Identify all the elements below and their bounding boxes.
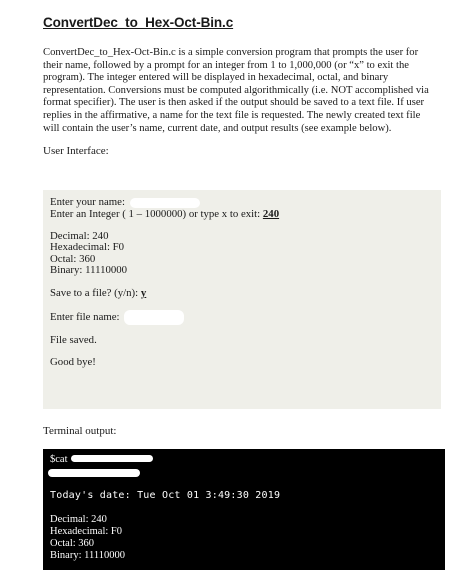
user-interface-label: User Interface: xyxy=(43,145,109,158)
goodbye-message: Good bye! xyxy=(50,356,96,369)
name-prompt: Enter your name: xyxy=(50,196,125,208)
todays-date-line: Today's date: Tue Oct 01 3:49:30 2019 xyxy=(50,490,281,501)
redacted-filename xyxy=(124,310,184,325)
binary-output: Binary: 11110000 xyxy=(50,264,128,277)
file-saved-message: File saved. xyxy=(50,334,97,347)
user-interface-example xyxy=(43,190,441,409)
redacted-terminal-line xyxy=(48,469,445,481)
file-prompt: Enter file name: xyxy=(50,310,120,323)
file-prompt-line xyxy=(50,310,441,325)
terminal-hex: Hexadecimal: F0 xyxy=(50,526,123,537)
terminal-binary: Binary: 11110000 xyxy=(50,550,125,561)
terminal-output xyxy=(43,449,445,570)
cat-command: $cat xyxy=(50,454,68,465)
save-prompt-line xyxy=(50,288,441,300)
document-title: ConvertDec_to_Hex-Oct-Bin.c xyxy=(43,15,234,30)
hex-output: Hexadecimal: F0 xyxy=(50,241,125,254)
cat-command-line xyxy=(50,454,445,466)
terminal-output-label: Terminal output: xyxy=(43,425,117,437)
octal-output: Octal: 360 xyxy=(50,252,96,265)
integer-prompt-line xyxy=(50,209,441,221)
integer-prompt: Enter an Integer ( 1 – 1000000) or type x to exit: xyxy=(50,207,261,220)
decimal-output: Decimal: 240 xyxy=(50,229,109,242)
redacted-cat-filename xyxy=(71,455,153,462)
description-paragraph: ConvertDec_to_Hex-Oct-Bin.c is a simple conversion program that prompts the user for their name, followed by a prompt for an integer from 1 to 1,000,000 (or “x” to exit the program). The integer entered will be displayed in hexadecimal, octal, and binary representation. Conversions must be computed algorithmically (i.e. NOT accomplished via format specifier). The user is then asked if the output should be saved to a text file. If user replies in the affirmative, a name for the text file is requested. The newly created text file will contain the user’s name, current date, and output results (see example below). xyxy=(43,47,429,134)
terminal-decimal: Decimal: 240 xyxy=(50,514,107,525)
save-prompt: Save to a file? (y/n): xyxy=(50,286,139,299)
document-page xyxy=(43,14,443,561)
terminal-octal: Octal: 360 xyxy=(50,538,95,549)
save-answer: y xyxy=(140,286,147,299)
integer-input-value: 240 xyxy=(262,207,280,220)
redacted-name xyxy=(130,198,200,208)
